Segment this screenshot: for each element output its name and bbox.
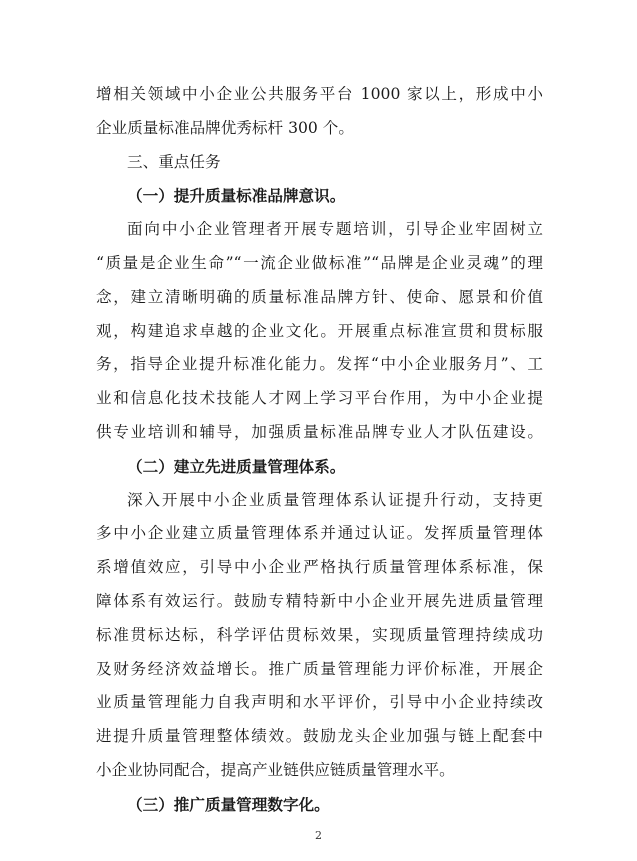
text-line: 念，建立清晰明确的质量标准品牌方针、使命、愿景和价值 [96, 287, 543, 306]
text-line: 进提升质量管理整体绩效。鼓励龙头企业加强与链上配套中 [96, 727, 543, 746]
text-line: 小企业协同配合，提高产业链供应链质量管理水平。 [96, 760, 455, 779]
subsection-heading-2: （二）建立先进质量管理体系。 [127, 456, 346, 476]
subsection-heading-1: （一）提升质量标准品牌意识。 [127, 186, 346, 206]
text-line: 业和信息化技术技能人才网上学习平台作用，为中小企业提 [96, 389, 543, 408]
text-line: 观，构建追求卓越的企业文化。开展重点标准宣贯和贯标服 [96, 321, 543, 340]
subsection-heading-3: （三）推广质量管理数字化。 [127, 794, 330, 814]
text-line: 系增值效应，引导中小企业严格执行质量管理体系标准，保 [96, 558, 543, 577]
text-line: 务，指导企业提升标准化能力。发挥“中小企业服务月”、工 [96, 355, 543, 374]
text-line: 供专业培训和辅导，加强质量标准品牌专业人才队伍建设。 [96, 422, 543, 441]
text-line: 深入开展中小企业质量管理体系认证提升行动，支持更 [127, 490, 543, 509]
text-line: 障体系有效运行。鼓励专精特新中小企业开展先进质量管理 [96, 591, 543, 610]
document-body [96, 78, 543, 822]
text-line: 业质量管理能力自我声明和水平评价，引导中小企业持续改 [96, 693, 543, 712]
text-line: 增相关领域中小企业公共服务平台 1000 家以上，形成中小 [96, 85, 543, 103]
page-number: 2 [315, 829, 322, 842]
text-line: 标准贯标达标，科学评估贯标效果，实现质量管理持续成功 [96, 625, 543, 644]
section-heading: 三、重点任务 [127, 152, 221, 171]
text-line: 及财务经济效益增长。推广质量管理能力评价标准，开展企 [96, 659, 543, 678]
text-line: 多中小企业建立质量管理体系并通过认证。发挥质量管理体 [96, 524, 543, 543]
text-line: “质量是企业生命”“一流企业做标准”“品牌是企业灵魂”的理 [96, 253, 543, 272]
text-line: 面向中小企业管理者开展专题培训，引导企业牢固树立 [127, 220, 543, 239]
text-line: 企业质量标准品牌优秀标杆 300 个。 [96, 118, 354, 137]
